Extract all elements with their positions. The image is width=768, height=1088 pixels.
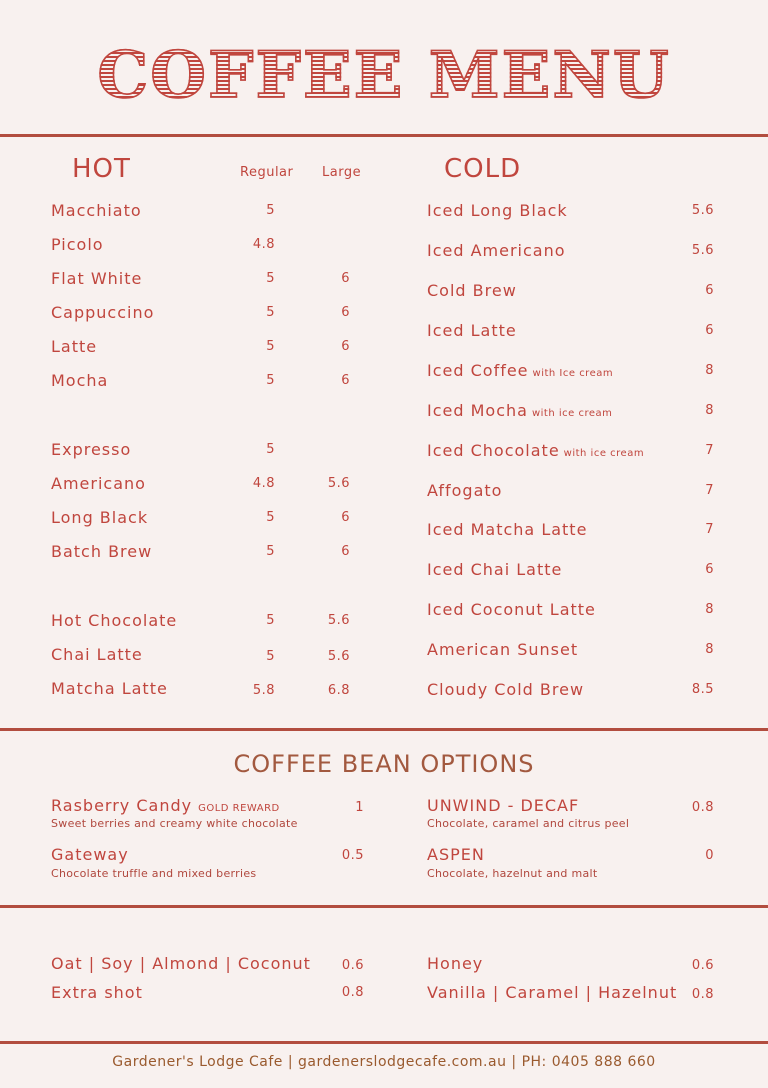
menu-title: COFFEE MENU	[0, 36, 768, 116]
cold-item-name: Iced Latte	[427, 321, 517, 340]
hot-item-regular: 5	[266, 339, 275, 354]
hot-item-name: Latte	[51, 337, 98, 356]
cold-item-note: with Ice cream	[532, 368, 614, 379]
cold-item-price: 6	[705, 323, 714, 338]
hot-item-name: Hot Chocolate	[51, 611, 178, 630]
cold-item-price: 6	[705, 283, 714, 298]
cold-item-price: 7	[705, 522, 714, 537]
extra-item-shot: Extra shot	[51, 983, 143, 1002]
bean-desc: Chocolate, hazelnut and malt	[427, 867, 598, 880]
hot-item-name: Cappuccino	[51, 303, 155, 322]
hot-item-name: Macchiato	[51, 201, 142, 220]
extra-item-honey: Honey	[427, 954, 484, 973]
cold-item-price: 8	[705, 602, 714, 617]
extra-price: 0.8	[341, 985, 364, 1000]
hot-heading: HOT	[72, 154, 131, 184]
gold-reward-badge: GOLD REWARD	[198, 803, 280, 814]
bean-price: 0	[705, 848, 714, 863]
hot-item-name: Flat White	[51, 269, 143, 288]
cold-item-name: Iced Americano	[427, 241, 566, 260]
cold-item-price: 8	[705, 642, 714, 657]
cold-item-name: Cold Brew	[427, 281, 517, 300]
divider-lower	[0, 905, 768, 908]
extra-price: 0.6	[341, 958, 364, 973]
extra-item-syrup: Vanilla | Caramel | Hazelnut	[427, 983, 678, 1002]
bean-price: 1	[355, 800, 364, 815]
hot-item-regular: 5	[266, 613, 275, 628]
hot-col-regular: Regular	[240, 165, 294, 180]
hot-item-large: 6	[341, 544, 350, 559]
hot-item-name: Mocha	[51, 371, 109, 390]
divider-footer	[0, 1041, 768, 1044]
cold-item-price: 5.6	[691, 243, 714, 258]
hot-item-large: 6	[341, 510, 350, 525]
bean-name: ASPEN	[427, 845, 485, 864]
hot-item-name: Batch Brew	[51, 542, 153, 561]
cold-item-price: 6	[705, 562, 714, 577]
hot-item-regular: 5	[266, 649, 275, 664]
cold-item-price: 8.5	[691, 682, 714, 697]
bean-desc: Chocolate truffle and mixed berries	[51, 867, 257, 880]
hot-item-regular: 5	[266, 373, 275, 388]
hot-item-large: 6.8	[327, 683, 350, 698]
hot-item-regular: 5	[266, 510, 275, 525]
cold-item-name: Cloudy Cold Brew	[427, 680, 585, 699]
hot-item-name: Chai Latte	[51, 645, 143, 664]
hot-item-regular: 5	[266, 305, 275, 320]
hot-item-name: Expresso	[51, 440, 132, 459]
extra-item-milk: Oat | Soy | Almond | Coconut	[51, 954, 311, 973]
cold-item-price: 7	[705, 483, 714, 498]
cold-item-price: 7	[705, 443, 714, 458]
bean-options-heading: COFFEE BEAN OPTIONS	[233, 750, 535, 778]
cold-item-name: Iced Matcha Latte	[427, 520, 588, 539]
cold-item-name: Iced Mocha with ice cream	[427, 401, 613, 420]
cold-item-price: 8	[705, 363, 714, 378]
bean-name: Gateway	[51, 845, 129, 864]
divider-top	[0, 134, 768, 137]
bean-desc: Chocolate, caramel and citrus peel	[427, 817, 630, 830]
hot-item-regular: 4.8	[252, 476, 275, 491]
hot-item-large: 5.6	[327, 613, 350, 628]
hot-item-regular: 5	[266, 271, 275, 286]
extra-price: 0.8	[691, 987, 714, 1002]
cold-item-note: with ice cream	[531, 408, 613, 419]
extra-price: 0.6	[691, 958, 714, 973]
cold-item-name: Iced Chai Latte	[427, 560, 563, 579]
bean-desc: Sweet berries and creamy white chocolate	[51, 817, 298, 830]
hot-item-regular: 5.8	[252, 683, 275, 698]
cold-item-price: 8	[705, 403, 714, 418]
hot-item-name: Matcha Latte	[51, 679, 168, 698]
cold-item-name: Iced Coconut Latte	[427, 600, 596, 619]
bean-name: UNWIND - DECAF	[427, 796, 580, 815]
hot-item-regular: 5	[266, 442, 275, 457]
cold-item-name: American Sunset	[427, 640, 579, 659]
cold-item-name: Iced Coffee with Ice cream	[427, 361, 614, 380]
hot-item-name: Long Black	[51, 508, 149, 527]
cold-item-name: Affogato	[427, 481, 503, 500]
hot-col-large: Large	[322, 165, 362, 180]
bean-price: 0.5	[341, 848, 364, 863]
bean-name: Rasberry Candy GOLD REWARD	[51, 796, 280, 815]
hot-item-large: 6	[341, 373, 350, 388]
cold-heading: COLD	[444, 154, 522, 184]
cold-item-note: with ice cream	[563, 448, 645, 459]
hot-item-large: 5.6	[327, 649, 350, 664]
hot-item-regular: 5	[266, 544, 275, 559]
hot-item-name: Americano	[51, 474, 146, 493]
bean-price: 0.8	[691, 800, 714, 815]
divider-middle	[0, 728, 768, 731]
hot-item-name: Picolo	[51, 235, 104, 254]
footer-contact: Gardener's Lodge Cafe | gardenerslodgecafe.com.au | PH: 0405 888 660	[112, 1054, 656, 1070]
hot-item-large: 6	[341, 271, 350, 286]
hot-item-large: 5.6	[327, 476, 350, 491]
cold-item-price: 5.6	[691, 203, 714, 218]
hot-item-regular: 4.8	[252, 237, 275, 252]
hot-item-regular: 5	[266, 203, 275, 218]
hot-item-large: 6	[341, 305, 350, 320]
hot-item-large: 6	[341, 339, 350, 354]
cold-item-name: Iced Long Black	[427, 201, 568, 220]
cold-item-name: Iced Chocolate with ice cream	[427, 441, 645, 460]
